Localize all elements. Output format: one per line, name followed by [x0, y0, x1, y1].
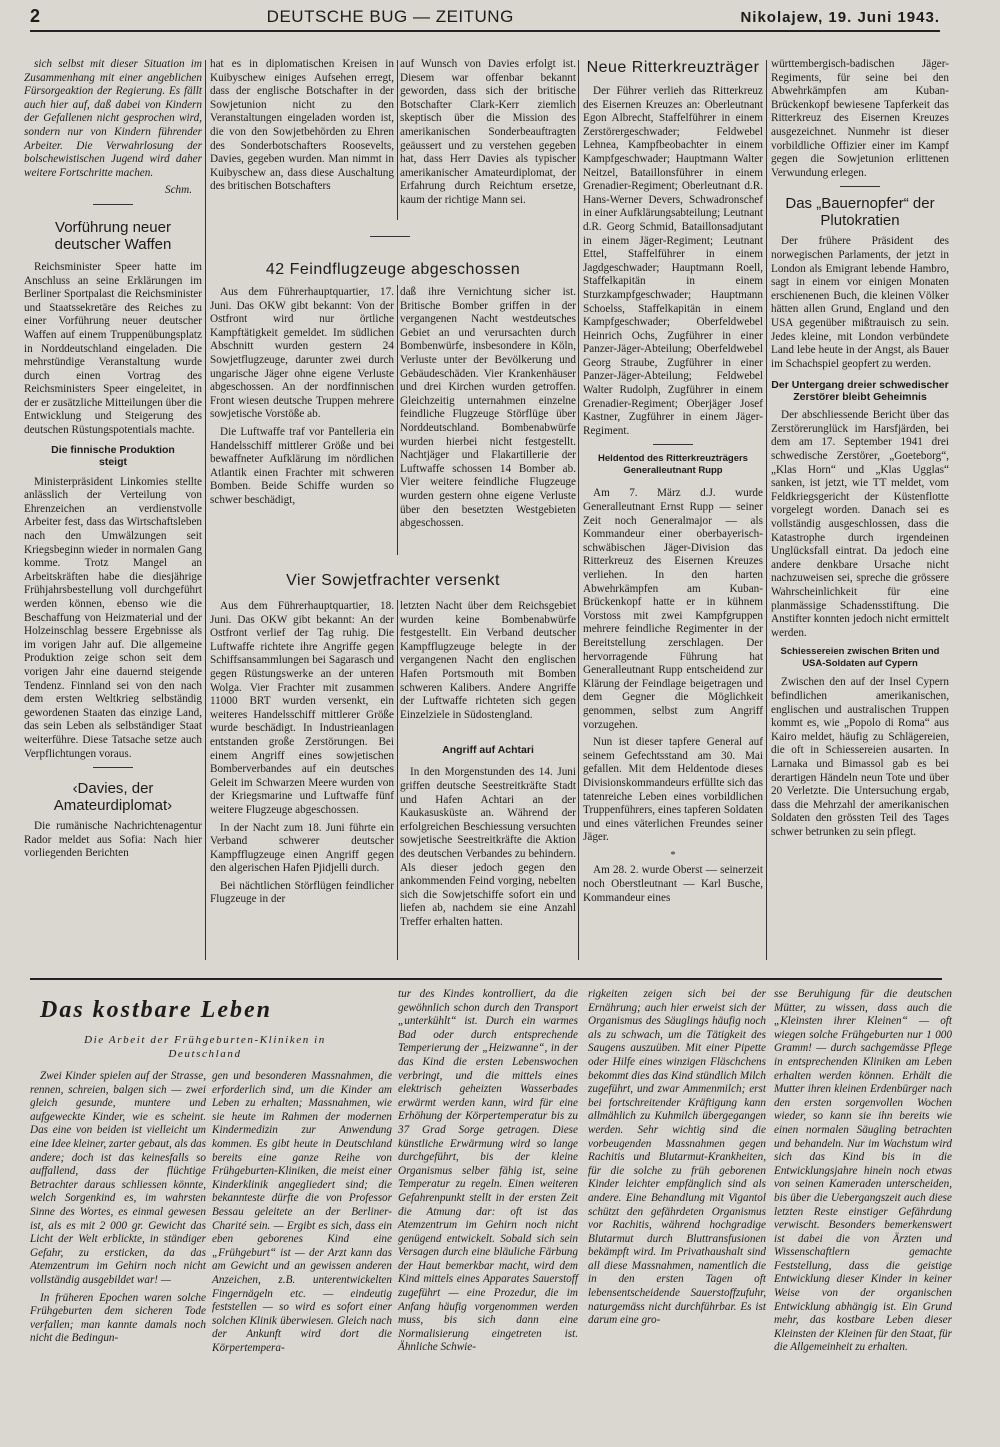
separator-star: *	[670, 849, 676, 861]
divider	[840, 186, 880, 187]
column-1	[24, 58, 202, 865]
column-rule	[397, 60, 398, 220]
article-text: Zwischen den auf der Insel Cypern befindlichen amerikanischen, englischen und australischen Truppen kommt es, wie „Popolo di Roma“ aus Kairo meldet, häufig zu Schlägereien, die oft in Schiessereien ausarten. In Larnaka und Bimassol gab es bei derartigen Händeln neun Tote und über 20 Verletzte. Die Untersuchung ergab, dass die Mehrzahl der amerikanischen Soldaten den grössten Teil des Tages schwer betrunken zu sein pflegt.	[771, 676, 949, 838]
divider	[93, 204, 133, 205]
headline-bauernopfer: Das „Bauernopfer“ der Plutokratien	[785, 195, 935, 230]
headline-feindflugzeuge: 42 Feindflugzeuge abgeschossen	[265, 261, 521, 278]
subheadline-finnland: Die finnische Produktion steigt	[51, 443, 175, 468]
divider	[370, 236, 410, 237]
masthead	[30, 6, 940, 32]
article-text: Aus dem Führerhauptquartier, 18. Juni. Das OKW gibt bekannt: An der Ostfront verlief der Tag ruhig. Die Luftwaffe richtete ihre Angriffe gegen Schiffsansammlungen bei Sagarasch und gegen Rüstungswerke an der unteren Wolga. Vier Frachter mit zusammen 11000 BRT wurden versenkt, ein weiteres Handelsschiff mittlerer Größe wurde beschädigt. In Industrieanlagen entstanden große Zerstörungen. Bei einem Angriff eines sowjetischen Bomberverbandes auf ein deutsches Geleit im Schwarzen Meere wurden von der Kriegsmarine und Luftwaffe fünf weitere Flugzeuge abgeschossen.	[210, 600, 394, 816]
article-text: Am 28. 2. wurde Oberst — seinerzeit noch Oberstleutnant — Karl Busche, Kommandeur eines	[583, 864, 763, 904]
article-text: letzten Nacht über dem Reichsgebiet wurden keine Bombenabwürfe festgestellt. Ein Verband deutscher Kampfflugzeuge belegte in der vergangenen Nacht den englischen Hafen Portsmouth mit Bomben schweren Kalibers. Andere Angriffe der Luftwaffe richteten sich gegen Einzelziele in Südostengland.	[400, 600, 576, 721]
article-text: Reichsminister Speer hatte im Anschluss an seine Erklärungen im Berliner Sportpalast die Reichsminister und Staatssekretäre des Reiches zu einer Vorführung neuer deutscher Waffen auf einem Truppenübungsplatz in Norddeutschland eingeladen. Die mehrstündige Veranstaltung wurde durch einen Vortrag des Reichsministers Speer eingeleitet, in der er zusätzliche Mitteilungen über die Entwicklung und Steigerung des deutschen Rüstungspotentials machte.	[24, 260, 202, 437]
article-text: Ministerpräsident Linkomies stellte anlässlich der Verteilung von Ehrenzeichen an verdienstvolle Arbeiter fest, dass das Wirtschaftsleben nach den Umwälzungen seit Kriegsbeginn wieder in normalen Gang komme. Trotz Mangel an Arbeitskräften habe die diesjährige Frühjahrsbestellung voll durchgeführt werden können, ebenso wie die Beschaffung von Heizmaterial und der Holzeinschlag bessere Ergebnisse als im vorigen Jahr auf. Die allgemeine Produktion zeige schon seit dem vorigen Jahr eine dauernd steigende Tendenz. Finnland sei von den nach dem ersten Weltkrieg selbständig gewordenen Staaten das einzige Land, das sein Leben als selbständiger Staat weiterführe. Diese Tatsache setze auch Verpflichtungen voraus.	[24, 475, 202, 760]
article-text: württembergisch-badischen Jäger-Regiments, für seine bei den Abwehrkämpfen am Kuban-Brückenkopf bewiesene Tapferkeit das Ritterkreuz des Eisernen Kreuzes ausgezeichnet. Nunmehr ist dieser vorbildliche Offizier einer im Kampf gegen die Sowjetunion erlittenen Verwundung erlegen.	[771, 58, 949, 179]
column-rule	[578, 60, 579, 960]
divider	[653, 444, 693, 445]
column-5	[771, 58, 949, 844]
article-text: Nun ist dieser tapfere General auf seinem Gefechtsstand am 30. Mai gefallen. Mit dem Heldentode dieses Divisionskommandeurs erfüllte sich das tatenreiche Leben eines vorbildlichen Truppenführers, eines tapferen Soldaten und eines väterlichen Freundes seiner Jäger.	[583, 736, 763, 844]
article-text: gen und besonderen Massnahmen, die erforderlich sind, um die Kinder am Leben zu erhalten; Massnahmen, wie sie heute im Rahmen der modernen Kindermedizin zur Anwendung kommen. Es gibt heute in Deutschland bereits eine ganze Reihe von Frühgeburten-Kliniken, die meist einer Kinderklinik angegliedert sind; die bekannteste dürfte die von Professor Bessau geleitete an der Berliner-Charité sein. — Ergibt es sich, dass ein eben geborenes Kind eine „Frühgeburt“ ist — der Arzt kann das am Gewicht und an gewissen anderen Anzeichen, z.B. unterentwickelten Fingernägeln etc. — eindeutig feststellen — so wird es sofort einer solchen Klinik überwiesen. Gleich nach der Ankunft wird dort die Körpertempera-	[212, 1070, 392, 1354]
column-4	[583, 58, 763, 909]
article-text: Die rumänische Nachrichtenagentur Rador meldet aus Sofia: Nach hier vorliegenden Berichten	[24, 820, 202, 860]
subheadline-cypern: Schiessereien zwischen Briten und USA-Soldaten auf Cypern	[780, 646, 940, 670]
article-text: auf Wunsch von Davies erfolgt ist. Diesem war offenbar bekannt geworden, dass sich der britische Botschafter Clark-Kerr ziemlich skeptisch über die Mission des amerikanischen Sonderbeauftragten geäussert und zu verstehen gegeben hat, dass Herr Davies als typischer amerikanischer Amateurdiplomat, der Erfahrung durch Reichtum ersetze, kaum der richtige Mann sei.	[400, 58, 576, 206]
frachter-col-a	[210, 600, 394, 911]
feature-col-3	[398, 988, 578, 1359]
author-signature: Schm.	[164, 184, 192, 197]
subheadline-achtari: Angriff auf Achtari	[442, 744, 534, 757]
article-text: Der frühere Präsident des norwegischen Parlaments, der jetzt in London als Emigrant lebende Hambro, sagt in einem vor einigen Monaten erschienenen Buch, die kleinen Völker hätten allen Grund, England und den USA gegenüber mißtrauisch zu sein. Jedes kleine, mit London verbündete Land lebe heute in der Angst, als Bauer im Schachspiel geopfert zu werden.	[771, 235, 949, 370]
headline-sowjetfrachter: Vier Sowjetfrachter versenkt	[286, 572, 500, 589]
divider	[93, 767, 133, 768]
article-text: In früheren Epochen waren solche Frühgeburten dem sicheren Tode verfallen; man kannte damals noch nicht die Bedingun-	[30, 1291, 206, 1345]
article-text: Zwei Kinder spielen auf der Strasse, rennen, schreien, balgen sich — zwei gleich gesunde, muntere und aufgeweckte Kinder, wie es scheint. Das eine von beiden ist vielleicht um eine Idee kleiner, zarter gebaut, als das andere; doch ist das keinesfalls so auffallend, dass der flüchtige Betrachter daraus schliessen könnte, welch Sorgenkind es, im wahrsten Sinne des Wortes, es einmal gewesen ist, als es mit 2 000 gr. Gewicht das Licht der Welt erblickte, in ständiger Gefahr, zu ersticken, da das Atemzentrum im Gehirn noch nicht vollständig ausgebildet war! —	[30, 1070, 206, 1286]
article-text: hat es in diplomatischen Kreisen in Kuibyschew einiges Aufsehen erregt, dass der englische Botschafter in der Sowjetunion nicht zu den Veranstaltungen eingeladen worden ist, die von den Sowjetbehörden zu Ehren des Sonderbotschafters Roosevelts, Davies, gegeben wurden. Man nimmt in Kuibyschew an, dass diese Auschaltung des britischen Botschafters	[210, 58, 394, 193]
article-text: In der Nacht zum 18. Juni führte ein Verband schwerer deutscher Kampfflugzeuge einen Angriff gegen den algerischen Hafen Pjidjelli durch.	[210, 821, 394, 875]
feature-subtitle: Die Arbeit der Frühgeburten-Kliniken in Deutschland	[84, 1034, 326, 1060]
place-date: Nikolajew, 19. Juni 1943.	[740, 9, 940, 26]
feature-col-1	[30, 1070, 206, 1350]
column-rule	[766, 60, 767, 960]
article-text: sse Beruhigung für die deutschen Mütter, zu wissen, dass auch die „Kleinsten ihrer Kleinen“ — oft wiegen solche Frühgeburten nur 1 000 Gramm! — durch sachgemässe Pflege in entsprechenden Kliniken am Leben erhalten werden können. Erhält die Mutter ihren kleinen Erdenbürger nach den ersten sorgenvollen Wochen wieder, so kann sie ihn bereits wie einen normalen Säugling betrachten und behandeln. Nur im Wachstum wird sich das Kind bis in die Entwicklungsjahre hinein noch etwas von seinen Kameraden unterscheiden, bis über die Uebergangszeit auch diese letzten Reste einstiger Gefährdung verwischt. Besonders bemerkenswert ist dabei die von Ärzten und Wissenschaftlern gemachte Feststellung, dass die geistige Entwicklung dieser Kinder in keiner Weise von der organischen Entwicklung abhängig ist. Ein Grund mehr, das kostbare Leben dieser Kleinsten der Kleinen für den Staat, für die Allgemeinheit zu erhalten.	[774, 988, 952, 1354]
headline-waffen: Vorführung neuer deutscher Waffen	[54, 218, 172, 253]
subheadline-zerstoerer: Der Untergang dreier schwedischer Zerstörer bleibt Geheimnis	[771, 379, 949, 404]
frachter-col-b	[400, 600, 576, 933]
page-number: 2	[30, 6, 41, 26]
column-rule	[397, 285, 398, 555]
column-3-top	[400, 58, 576, 212]
article-text: Bei nächtlichen Störflügen feindlicher Flugzeuge in der	[210, 879, 394, 906]
feindflug-col-a	[210, 286, 394, 512]
article-text: tur des Kindes kontrolliert, da die gewöhnlich schon durch den Transport „unterkühlt“ ist. Durch ein warmes Bad oder durch entsprechende Temperierung der „Heizwanne“, in der das Kind die ersten Lebenswochen verbringt, und die mittels eines elektrisch geheizten Wasserbades erwärmt werden kann, wird für eine Erhöhung der Körpertemperatur bis zu 37 Grad Sorge getragen. Diese künstliche Erwärmung wird so lange durchgeführt, bis der kleine Organismus selber fähig ist, seine Temperatur zu regeln. Einen weiteren Gefahrenpunkt stellt in der ersten Zeit die Atmung dar: oft ist das Atemzentrum im Gehirn noch nicht genügend entwickelt. Sobald sich sein Versagen durch eine bläuliche Färbung der Haut bemerkbar macht, wird dem Kind mittels eines Apparates Sauerstoff zugeführt — eine Prozedur, die im Anfang häufig vorgenommen werden muss, bis sich dann eine Normalisierung eingetreten ist. Ähnliche Schwie-	[398, 988, 578, 1354]
article-text: In den Morgenstunden des 14. Juni griffen deutsche Seestreitkräfte Stadt und Hafen Achtari an der Kaukasusküste an. Während der erfolgreichen Beschiessung versuchten sowjetische Seestreitkräfte die Aktion des deutschen Verbandes zu behindern. Als dieser jedoch gegen den ankommenden Feind vorging, nebelten sich die Sowjetschiffe sofort ein und liefen ab, nachdem sie eine Anzahl Treffer erhalten hatten.	[400, 766, 576, 928]
column-2-top	[210, 58, 394, 198]
article-text: Der abschliessende Bericht über das Zerstörerunglück im Harsfjärden, bei dem am 17. September 1941 drei schwedische Zerstörer, „Goeteborg“, „Klas Horn“ und „Klas Ugglas“ sanken, ist jetzt, wie TT meldet, vom Feldkriegsgericht der Küstenflotte vorgelegt worden. Danach sei es vollständig ausgeschlossen, dass die Katastrophe durch irgendeinen Unglücksfall eintrat. Da jedoch eine andere denkbare Ursache nicht nachzuweisen sei, spreche die grössere Wahrscheinlichkeit für eine planmässige Schadensstiftung. Die Anstifter konnten jedoch nicht ermittelt werden.	[771, 409, 949, 639]
article-text: sich selbst mit dieser Situation im Zusammenhang mit einer angeblichen Fürsorgeaktion der Regierung. Es fällt auch hier auf, daß dabei von Kindern der Gefallenen nicht gesprochen wird, sondern nur von Kindern führender Arbeiter. Die Verwahrlosung der bolschewistischen Jugend wird daher weitere Fortschritte machen.	[24, 58, 202, 179]
article-text: Der Führer verlieh das Ritterkreuz des Eisernen Kreuzes an: Oberleutnant Egon Albrecht, Staffelführer in einem Zerstörergeschwader; Feldwebel Lehnea, Kampfbeobachter in einem Kampfgeschwader; Hauptmann Walter Neitzel, Bataillonsführer in einem Grenadier-Regiment; Oberleutnant d.R. Hans-Werner Devers, Schwadronschef in einer Aufklärungsabteilung; Leutnant d.R. Georg Schmid, Bataillonsadjutant in einem Jäger-Regiment; Leutnant Ettel, Staffelführer in einem Jagdgeschwader; Hauptmann Roell, Staffelkapitän in einem Sturzkampfgeschwader; Hauptmann Schoelss, Staffelkapitän in einem Kampfgeschwader; Oberfeldwebel Heinrich Ochs, Zugführer in einer Panzer-Jäger-Abteilung; Oberfeldwebel Georg Straube, Zugführer in einer Panzer-Jäger-Abteilung; Feldwebel Walter Rudolph, Zugführer in einem Grenadier-Regiment; Oberjäger Josef Kastner, Zugführer in einem Jäger-Regiment.	[583, 85, 763, 437]
feindflug-col-b	[400, 286, 576, 535]
feature-col-4	[588, 988, 766, 1332]
article-text: Die Luftwaffe traf vor Pantelleria ein Handelsschiff mittlerer Größe und bei bewaffneter Aufklärung im nördlichen Atlantik einen Frachter mit schweren Bomben. Beide Schiffe wurden so schwer beschädigt,	[210, 425, 394, 506]
subheadline-rupp: Heldentod des Ritterkreuzträgers Generalleutnant Rupp	[598, 453, 748, 477]
column-rule	[205, 60, 206, 960]
article-text: rigkeiten zeigen sich bei der Ernährung; auch hier erweist sich der Organismus des Säuglings häufig noch als zu schwach, um die Tätigkeit des Saugens auszuüben. Mit einer Pipette oder Hilfe eines winzigen Fläschchens bekommt dies das Kind stündlich Milch zugeführt, und zwar Ammenmilch; erst bei fortschreitender Kräftigung kann allmählich zu Kuhmilch übergegangen werden. Sehr wichtig sind die vorbeugenden Massnahmen gegen Rachitis und Blutarmut-Krankheiten, für die solche zu früh geborenen Kinder leichter empfänglich sind als andere. Eine Behandlung mit Vigantol schützt den gefährdeten Organismus vor Rachitis, während hochgradige Blutarmut durch Bluttransfusionen bekämpft wird. Im Privathaushalt sind all diese Massnahmen, namentlich die in den ersten Tagen oft lebensentscheidende Sauerstoffzufuhr, naturgemäss nicht durchführbar. Es ist darum eine gro-	[588, 988, 766, 1327]
column-rule	[397, 600, 398, 960]
headline-ritterkreuz: Neue Ritterkreuzträger	[586, 59, 760, 76]
feature-title: Das kostbare Leben	[40, 997, 272, 1023]
feature-col-5	[774, 988, 952, 1359]
section-divider	[30, 978, 942, 980]
article-text: daß ihre Vernichtung sicher ist. Britische Bomber griffen in der vergangenen Nacht westdeutsches Gebiet an und verursachten durch Bombenwürfe, insbesondere in Köln, Verluste unter der Bevölkerung und Gebäudeschäden. Vier Krankenhäuser und drei Kirchen wurden getroffen. Gleichzeitig unternahmen einzelne feindliche Flugzeuge Störflüge über Norddeutschland. Bombenabwürfe wurden hierbei nicht festgestellt. Nachtjäger und Flakartillerie der Luftwaffe schossen 14 Bomber ab. Vier weitere feindliche Flugzeuge wurden gestern ohne eigene Verluste über den besetzten Westgebieten abgeschossen.	[400, 286, 576, 530]
article-text: Am 7. März d.J. wurde Generalleutnant Ernst Rupp — seiner Zeit noch Generalmajor — als Kommandeur einer oberbayerisch-schwäbischen Jäger-Division das Ritterkreuz des Eisernen Kreuzes verliehen. In den harten Abwehrkämpfen am Kuban-Brückenkopf hatte er in kühnem Vorstoss mit zwei Kampfgruppen mehrere feindliche Regimenter in der Bereitstellung zerschlagen. Der hervorragende Führung hat Generalleutnant Rupp entscheidend zur Klärung der Feindlage beigetragen und dem Gegner die Möglichkeit genommen, selbst zum Angriff vorzugehen.	[583, 487, 763, 731]
paper-title: DEUTSCHE BUG — ZEITUNG	[266, 7, 514, 26]
feature-col-2	[212, 1070, 392, 1359]
headline-davies: ‹Davies, der Amateurdiplomat›	[53, 780, 173, 815]
article-text: Aus dem Führerhauptquartier, 17. Juni. Das OKW gibt bekannt: Von der Ostfront wird nur örtliche Kampftätigkeit gemeldet. Im südlichen Abschnitt wurden gestern 24 Sowjetflugzeuge, darunter zwei durch ungarische Jäger ohne eigene Verluste abgeschossen. An der nordfinnischen Front wiesen deutsche Truppen mehrere sowjetische Vorstöße ab.	[210, 286, 394, 421]
